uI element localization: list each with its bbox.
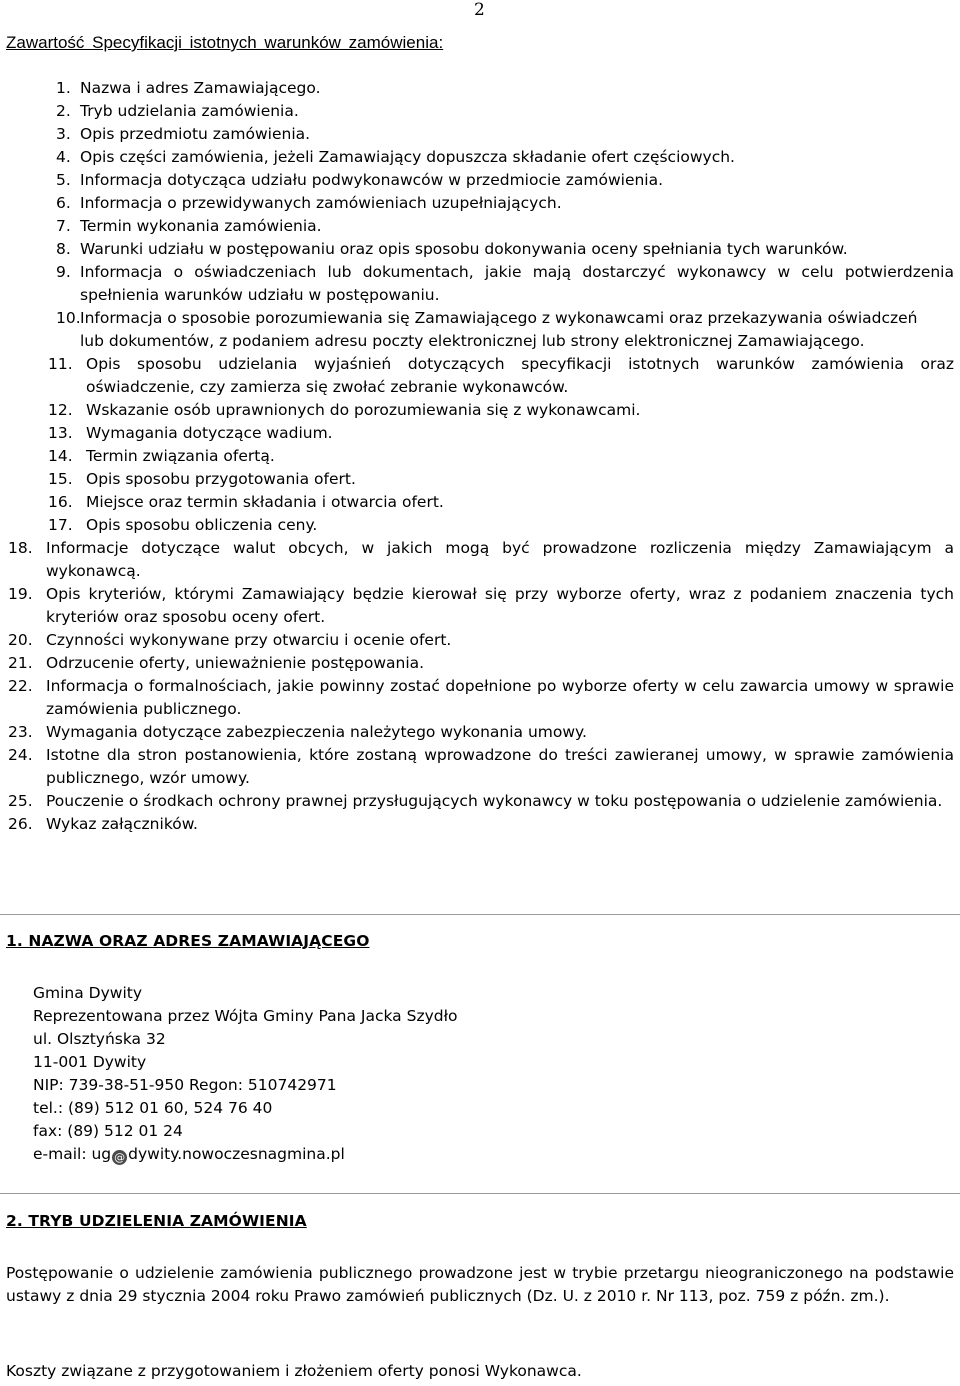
toc-item-text: Opis sposobu obliczenia ceny. xyxy=(86,516,318,534)
toc-item-text: Opis sposobu przygotowania ofert. xyxy=(86,470,356,488)
toc-item-text: Odrzucenie oferty, unieważnienie postępowania. xyxy=(46,654,425,672)
toc-item-text: Nazwa i adres Zamawiającego. xyxy=(80,79,321,97)
toc-item xyxy=(6,353,954,399)
toc-item xyxy=(6,744,954,790)
toc-item xyxy=(6,468,954,491)
toc-item-text: Czynności wykonywane przy otwarciu i ocenie ofert. xyxy=(46,631,452,649)
toc-item-text: Tryb udzielania zamówienia. xyxy=(80,102,299,120)
toc-item-text: Wskazanie osób uprawnionych do porozumiewania się z wykonawcami. xyxy=(86,401,641,419)
toc-item-number: 12. xyxy=(48,401,73,419)
address-line: Reprezentowana przez Wójta Gminy Pana Jacka Szydło xyxy=(33,1007,458,1025)
toc-item xyxy=(6,675,954,721)
toc-item-text: Opis kryteriów, którymi Zamawiający będzie kierował się przy wyborze oferty, wraz z podaniem znaczenia tych kryteriów oraz sposobu oceny ofert. xyxy=(46,585,954,626)
page-number: 2 xyxy=(474,0,485,20)
toc-item-text: Opis części zamówienia, jeżeli Zamawiający dopuszcza składanie ofert częściowych. xyxy=(80,148,735,166)
toc-title: Zawartość Specyfikacji istotnych warunków zamówienia: xyxy=(6,33,444,52)
toc-item-number: 5. xyxy=(56,171,71,189)
toc-item xyxy=(6,100,954,123)
toc-item-text: Termin związania ofertą. xyxy=(86,447,275,465)
toc-item-number: 13. xyxy=(48,424,73,442)
toc-item xyxy=(6,169,954,192)
at-sign-icon: @ xyxy=(114,1151,126,1164)
toc-item-text: Opis przedmiotu zamówienia. xyxy=(80,125,311,143)
toc-item-text: Wymagania dotyczące wadium. xyxy=(86,424,333,442)
toc-item-number: 6. xyxy=(56,194,71,212)
toc-item-number: 22. xyxy=(8,677,33,695)
toc-item xyxy=(6,629,954,652)
toc-item-number: 4. xyxy=(56,148,71,166)
section-divider xyxy=(0,1193,960,1194)
toc-item-number: 18. xyxy=(8,539,33,557)
toc-item xyxy=(6,261,954,307)
toc-item-number: 19. xyxy=(8,585,33,603)
toc-item xyxy=(6,445,954,468)
toc-item xyxy=(6,192,954,215)
toc-item-text: Informacja o oświadczeniach lub dokumentach, jakie mają dostarczyć wykonawcy w celu potwierdzenia spełnienia warunków udziału w postępowaniu. xyxy=(80,263,954,304)
toc-item-text: Warunki udziału w postępowaniu oraz opis sposobu dokonywania oceny spełniania tych warunków. xyxy=(80,240,848,258)
section-2-paragraph: Postępowanie o udzielenie zamówienia publicznego prowadzone jest w trybie przetargu nieograniczonego na podstawie ustawy z dnia 29 stycznia 2004 roku Prawo zamówień publicznych (Dz. U. z 2010 r. Nr 113, poz. 759 z późn. zm.). xyxy=(6,1264,954,1305)
address-block xyxy=(33,982,458,1166)
email-domain: dywity.nowoczesnagmina.pl xyxy=(128,1145,345,1163)
toc-item-number: 2. xyxy=(56,102,71,120)
toc-item-text: Informacja dotycząca udziału podwykonawców w przedmiocie zamówienia. xyxy=(80,171,664,189)
toc-item xyxy=(6,537,954,583)
toc-item xyxy=(6,514,954,537)
toc-item xyxy=(6,123,954,146)
toc-item xyxy=(6,652,954,675)
toc-item xyxy=(6,422,954,445)
toc-item xyxy=(6,307,954,353)
address-line: 11-001 Dywity xyxy=(33,1053,147,1071)
address-line: ul. Olsztyńska 32 xyxy=(33,1030,166,1048)
email-line xyxy=(33,1143,458,1166)
toc-item-number: 26. xyxy=(8,815,33,833)
section-divider xyxy=(0,914,960,915)
toc-item-text: Wymagania dotyczące zabezpieczenia należytego wykonania umowy. xyxy=(46,723,587,741)
address-line: tel.: (89) 512 01 60, 524 76 40 xyxy=(33,1099,273,1117)
toc-item-text: Informacja o formalnościach, jakie powinny zostać dopełnione po wyborze oferty w celu zawarcia umowy w sprawie zamówienia publicznego. xyxy=(46,677,954,718)
toc-item-number: 15. xyxy=(48,470,73,488)
toc-item-text: Miejsce oraz termin składania i otwarcia ofert. xyxy=(86,493,444,511)
toc-item-number: 11. xyxy=(48,355,73,373)
toc-item-number: 17. xyxy=(48,516,73,534)
toc-item-text: Informacje dotyczące walut obcych, w jakich mogą być prowadzone rozliczenia między Zamawiającym a wykonawcą. xyxy=(46,539,954,580)
address-line: fax: (89) 512 01 24 xyxy=(33,1122,183,1140)
toc-item-text: Termin wykonania zamówienia. xyxy=(80,217,322,235)
toc-item-number: 8. xyxy=(56,240,71,258)
toc-item-number: 23. xyxy=(8,723,33,741)
email-prefix: e-mail: ug xyxy=(33,1145,112,1163)
toc-item-text: Wykaz załączników. xyxy=(46,815,198,833)
toc-item-number: 21. xyxy=(8,654,33,672)
toc-item-number: 25. xyxy=(8,792,33,810)
toc-item-text: Pouczenie o środkach ochrony prawnej przysługujących wykonawcy w toku postępowania o udzielenie zamówienia. xyxy=(46,792,943,810)
section-2-cost-note: Koszty związane z przygotowaniem i złożeniem oferty ponosi Wykonawca. xyxy=(6,1362,582,1380)
toc-item xyxy=(6,146,954,169)
toc-item-text: Informacja o przewidywanych zamówieniach uzupełniających. xyxy=(80,194,562,212)
section-2-heading: 2. TRYB UDZIELENIA ZAMÓWIENIA xyxy=(6,1212,307,1230)
toc-item-number: 20. xyxy=(8,631,33,649)
toc-item xyxy=(6,721,954,744)
address-line: NIP: 739-38-51-950 Regon: 510742971 xyxy=(33,1076,337,1094)
toc-item-text: Opis sposobu udzielania wyjaśnień dotyczących specyfikacji istotnych warunków zamówienia oraz oświadczenie, czy zamierza się zwołać zebranie wykonawców. xyxy=(86,355,954,396)
toc-item xyxy=(6,583,954,629)
toc-item-text: Informacja o sposobie porozumiewania się Zamawiającego z wykonawcami oraz przekazywania oświadczeń xyxy=(80,309,918,327)
toc-item xyxy=(6,238,954,261)
address-line: Gmina Dywity xyxy=(33,984,143,1002)
toc-item xyxy=(6,813,954,836)
toc-item xyxy=(6,790,954,813)
toc-item xyxy=(6,77,954,100)
toc-item xyxy=(6,399,954,422)
toc-item-number: 1. xyxy=(56,79,71,97)
toc-item-number: 3. xyxy=(56,125,71,143)
toc-item xyxy=(6,491,954,514)
toc-item-number: 10. xyxy=(56,309,81,327)
toc-item-number: 9. xyxy=(56,263,71,281)
toc-item xyxy=(6,215,954,238)
section-1-heading: 1. NAZWA ORAZ ADRES ZAMAWIAJĄCEGO xyxy=(6,932,370,950)
toc-item-number: 24. xyxy=(8,746,33,764)
toc-item-number: 14. xyxy=(48,447,73,465)
toc-list xyxy=(6,77,954,836)
toc-item-number: 16. xyxy=(48,493,73,511)
toc-item-number: 7. xyxy=(56,217,71,235)
toc-item-text-continued: lub dokumentów, z podaniem adresu poczty elektronicznej lub strony elektronicznej Zamawiającego. xyxy=(80,332,865,350)
toc-item-text: Istotne dla stron postanowienia, które zostaną wprowadzone do treści zawieranej umowy, w sprawie zamówienia publicznego, wzór umowy. xyxy=(46,746,954,787)
